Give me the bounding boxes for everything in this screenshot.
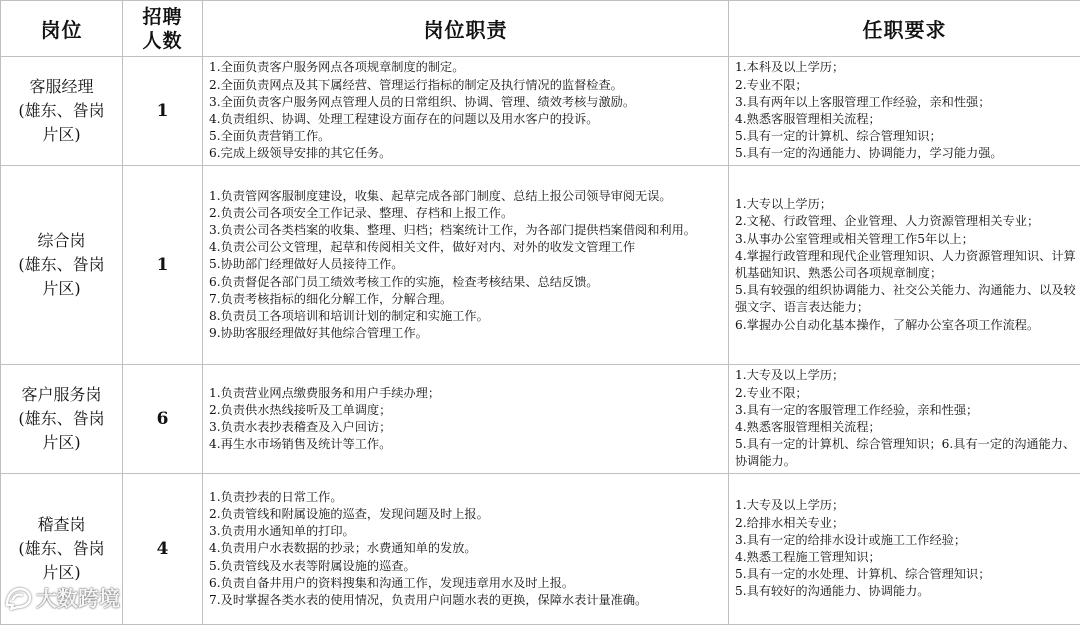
requirement-item: 5.具有一定的水处理、计算机、综合管理知识；: [735, 566, 1076, 583]
position-title: 稽查岗: [1, 513, 122, 537]
duty-item: 7.负责考核指标的细化分解工作，分解合理。: [209, 291, 724, 308]
duty-item: 4.再生水市场销售及统计等工作。: [209, 436, 724, 453]
requirement-item: 3.具有一定的客服管理工作经验，亲和性强；: [735, 402, 1076, 419]
duty-item: 6.完成上级领导安排的其它任务。: [209, 145, 724, 162]
header-count-text: 招聘人数: [141, 5, 185, 53]
requirement-item: 4.掌握行政管理和现代企业管理知识、人力资源管理知识、计算机基础知识、熟悉公司各项规章制度；: [735, 248, 1076, 282]
duty-item: 6.负责督促各部门员工绩效考核工作的实施，检查考核结果、总结反馈。: [209, 274, 724, 291]
duty-item: 6.负责自备井用户的资料搜集和沟通工作，发现违章用水及时上报。: [209, 575, 724, 592]
position-area: (雄东、昝岗: [1, 99, 122, 123]
position-cell: [1, 166, 123, 365]
duty-item: 3.全面负责客户服务网点管理人员的日常组织、协调、管理、绩效考核与激励。: [209, 94, 724, 111]
duties-cell: [203, 365, 729, 474]
duty-item: 8.负责员工各项培训和培训计划的制定和实施工作。: [209, 308, 724, 325]
requirement-item: 1.大专及以上学历；: [735, 497, 1076, 514]
requirements-cell: [729, 474, 1080, 625]
duty-item: 1.负责管网客服制度建设，收集、起草完成各部门制度、总结上报公司领导审阅无误。: [209, 188, 724, 205]
duties-cell: [203, 474, 729, 625]
requirement-item: 3.具有两年以上客服管理工作经验，亲和性强；: [735, 94, 1076, 111]
requirement-item: 4.熟悉客服管理相关流程；: [735, 111, 1076, 128]
requirements-cell: [729, 57, 1080, 166]
duty-item: 5.负责管线及水表等附属设施的巡查。: [209, 558, 724, 575]
duty-item: 1.全面负责客户服务网点各项规章制度的制定。: [209, 59, 724, 76]
requirement-item: 2.给排水相关专业；: [735, 515, 1076, 532]
duty-item: 5.协助部门经理做好人员接待工作。: [209, 256, 724, 273]
duty-item: 5.全面负责营销工作。: [209, 128, 724, 145]
header-count: [123, 1, 203, 57]
requirement-item: 5.具有一定的计算机、综合管理知识；6.具有一定的沟通能力、协调能力。: [735, 436, 1076, 470]
requirement-item: 3.具有一定的给排水设计或施工工作经验；: [735, 532, 1076, 549]
duty-item: 2.全面负责网点及其下属经营、管理运行指标的制定及执行情况的监督检查。: [209, 77, 724, 94]
requirement-item: 2.专业不限；: [735, 385, 1076, 402]
position-area: (雄东、昝岗: [1, 253, 122, 277]
requirement-item: 4.熟悉客服管理相关流程；: [735, 419, 1076, 436]
position-area: (雄东、昝岗: [1, 407, 122, 431]
headcount-cell: 4: [123, 474, 203, 625]
headcount-cell: 1: [123, 166, 203, 365]
position-title: 客服经理: [1, 75, 122, 99]
requirement-item: 6.掌握办公自动化基本操作，了解办公室各项工作流程。: [735, 317, 1076, 334]
duty-item: 2.负责公司各项安全工作记录、整理、存档和上报工作。: [209, 205, 724, 222]
position-area: 片区): [1, 561, 122, 585]
duties-cell: [203, 166, 729, 365]
requirement-item: 5.具有一定的沟通能力、协调能力，学习能力强。: [735, 145, 1076, 162]
position-area: 片区): [1, 123, 122, 147]
requirement-item: 2.文秘、行政管理、企业管理、人力资源管理相关专业；: [735, 213, 1076, 230]
requirements-cell: [729, 166, 1080, 365]
watermark: [4, 583, 120, 613]
position-cell: [1, 57, 123, 166]
requirement-item: 2.专业不限；: [735, 77, 1076, 94]
requirement-item: 5.具有较好的沟通能力、协调能力。: [735, 583, 1076, 600]
requirements-cell: [729, 365, 1080, 474]
duty-item: 7.及时掌握各类水表的使用情况，负责用户问题水表的更换，保障水表计量准确。: [209, 592, 724, 609]
requirement-item: 5.具有较强的组织协调能力、社交公关能力、沟通能力、以及较强文字、语言表达能力；: [735, 282, 1076, 316]
position-area: 片区): [1, 277, 122, 301]
requirement-item: 1.大专以上学历；: [735, 196, 1076, 213]
headcount-cell: 1: [123, 57, 203, 166]
table-row: [1, 166, 1080, 365]
requirement-item: 1.大专及以上学历；: [735, 367, 1076, 384]
requirement-item: 1.本科及以上学历；: [735, 59, 1076, 76]
requirement-item: 5.具有一定的计算机、综合管理知识；: [735, 128, 1076, 145]
table-row: [1, 365, 1080, 474]
duty-item: 3.负责水表抄表稽查及入户回访；: [209, 419, 724, 436]
position-title: 客户服务岗: [1, 383, 122, 407]
duty-item: 4.负责公司公文管理，起草和传阅相关文件，做好对内、对外的收发文管理工作: [209, 239, 724, 256]
duty-item: 4.负责组织、协调、处理工程建设方面存在的问题以及用水客户的投诉。: [209, 111, 724, 128]
duty-item: 2.负责供水热线接听及工单调度；: [209, 402, 724, 419]
position-area: (雄东、昝岗: [1, 537, 122, 561]
position-cell: [1, 365, 123, 474]
duties-cell: [203, 57, 729, 166]
header-row: [1, 1, 1080, 57]
table-row: [1, 57, 1080, 166]
headcount-cell: 6: [123, 365, 203, 474]
duty-item: 9.协助客服经理做好其他综合管理工作。: [209, 325, 724, 342]
duty-item: 3.负责公司各类档案的收集、整理、归档；档案统计工作，为各部门提供档案借阅和利用。: [209, 222, 724, 239]
duty-item: 1.负责营业网点缴费服务和用户手续办理；: [209, 385, 724, 402]
header-duties: 岗位职责: [203, 1, 729, 57]
watermark-text: 大数跨境: [36, 583, 120, 613]
requirement-item: 3.从事办公室管理或相关管理工作5年以上；: [735, 231, 1076, 248]
watermark-logo-icon: [4, 585, 32, 611]
duty-item: 2.负责管线和附属设施的巡查，发现问题及时上报。: [209, 506, 724, 523]
table-row: [1, 474, 1080, 625]
position-area: 片区): [1, 431, 122, 455]
header-requirements: 任职要求: [729, 1, 1080, 57]
duty-item: 3.负责用水通知单的打印。: [209, 523, 724, 540]
position-title: 综合岗: [1, 229, 122, 253]
header-position: 岗位: [1, 1, 123, 57]
duty-item: 1.负责抄表的日常工作。: [209, 489, 724, 506]
duty-item: 4.负责用户水表数据的抄录；水费通知单的发放。: [209, 540, 724, 557]
requirement-item: 4.熟悉工程施工管理知识；: [735, 549, 1076, 566]
